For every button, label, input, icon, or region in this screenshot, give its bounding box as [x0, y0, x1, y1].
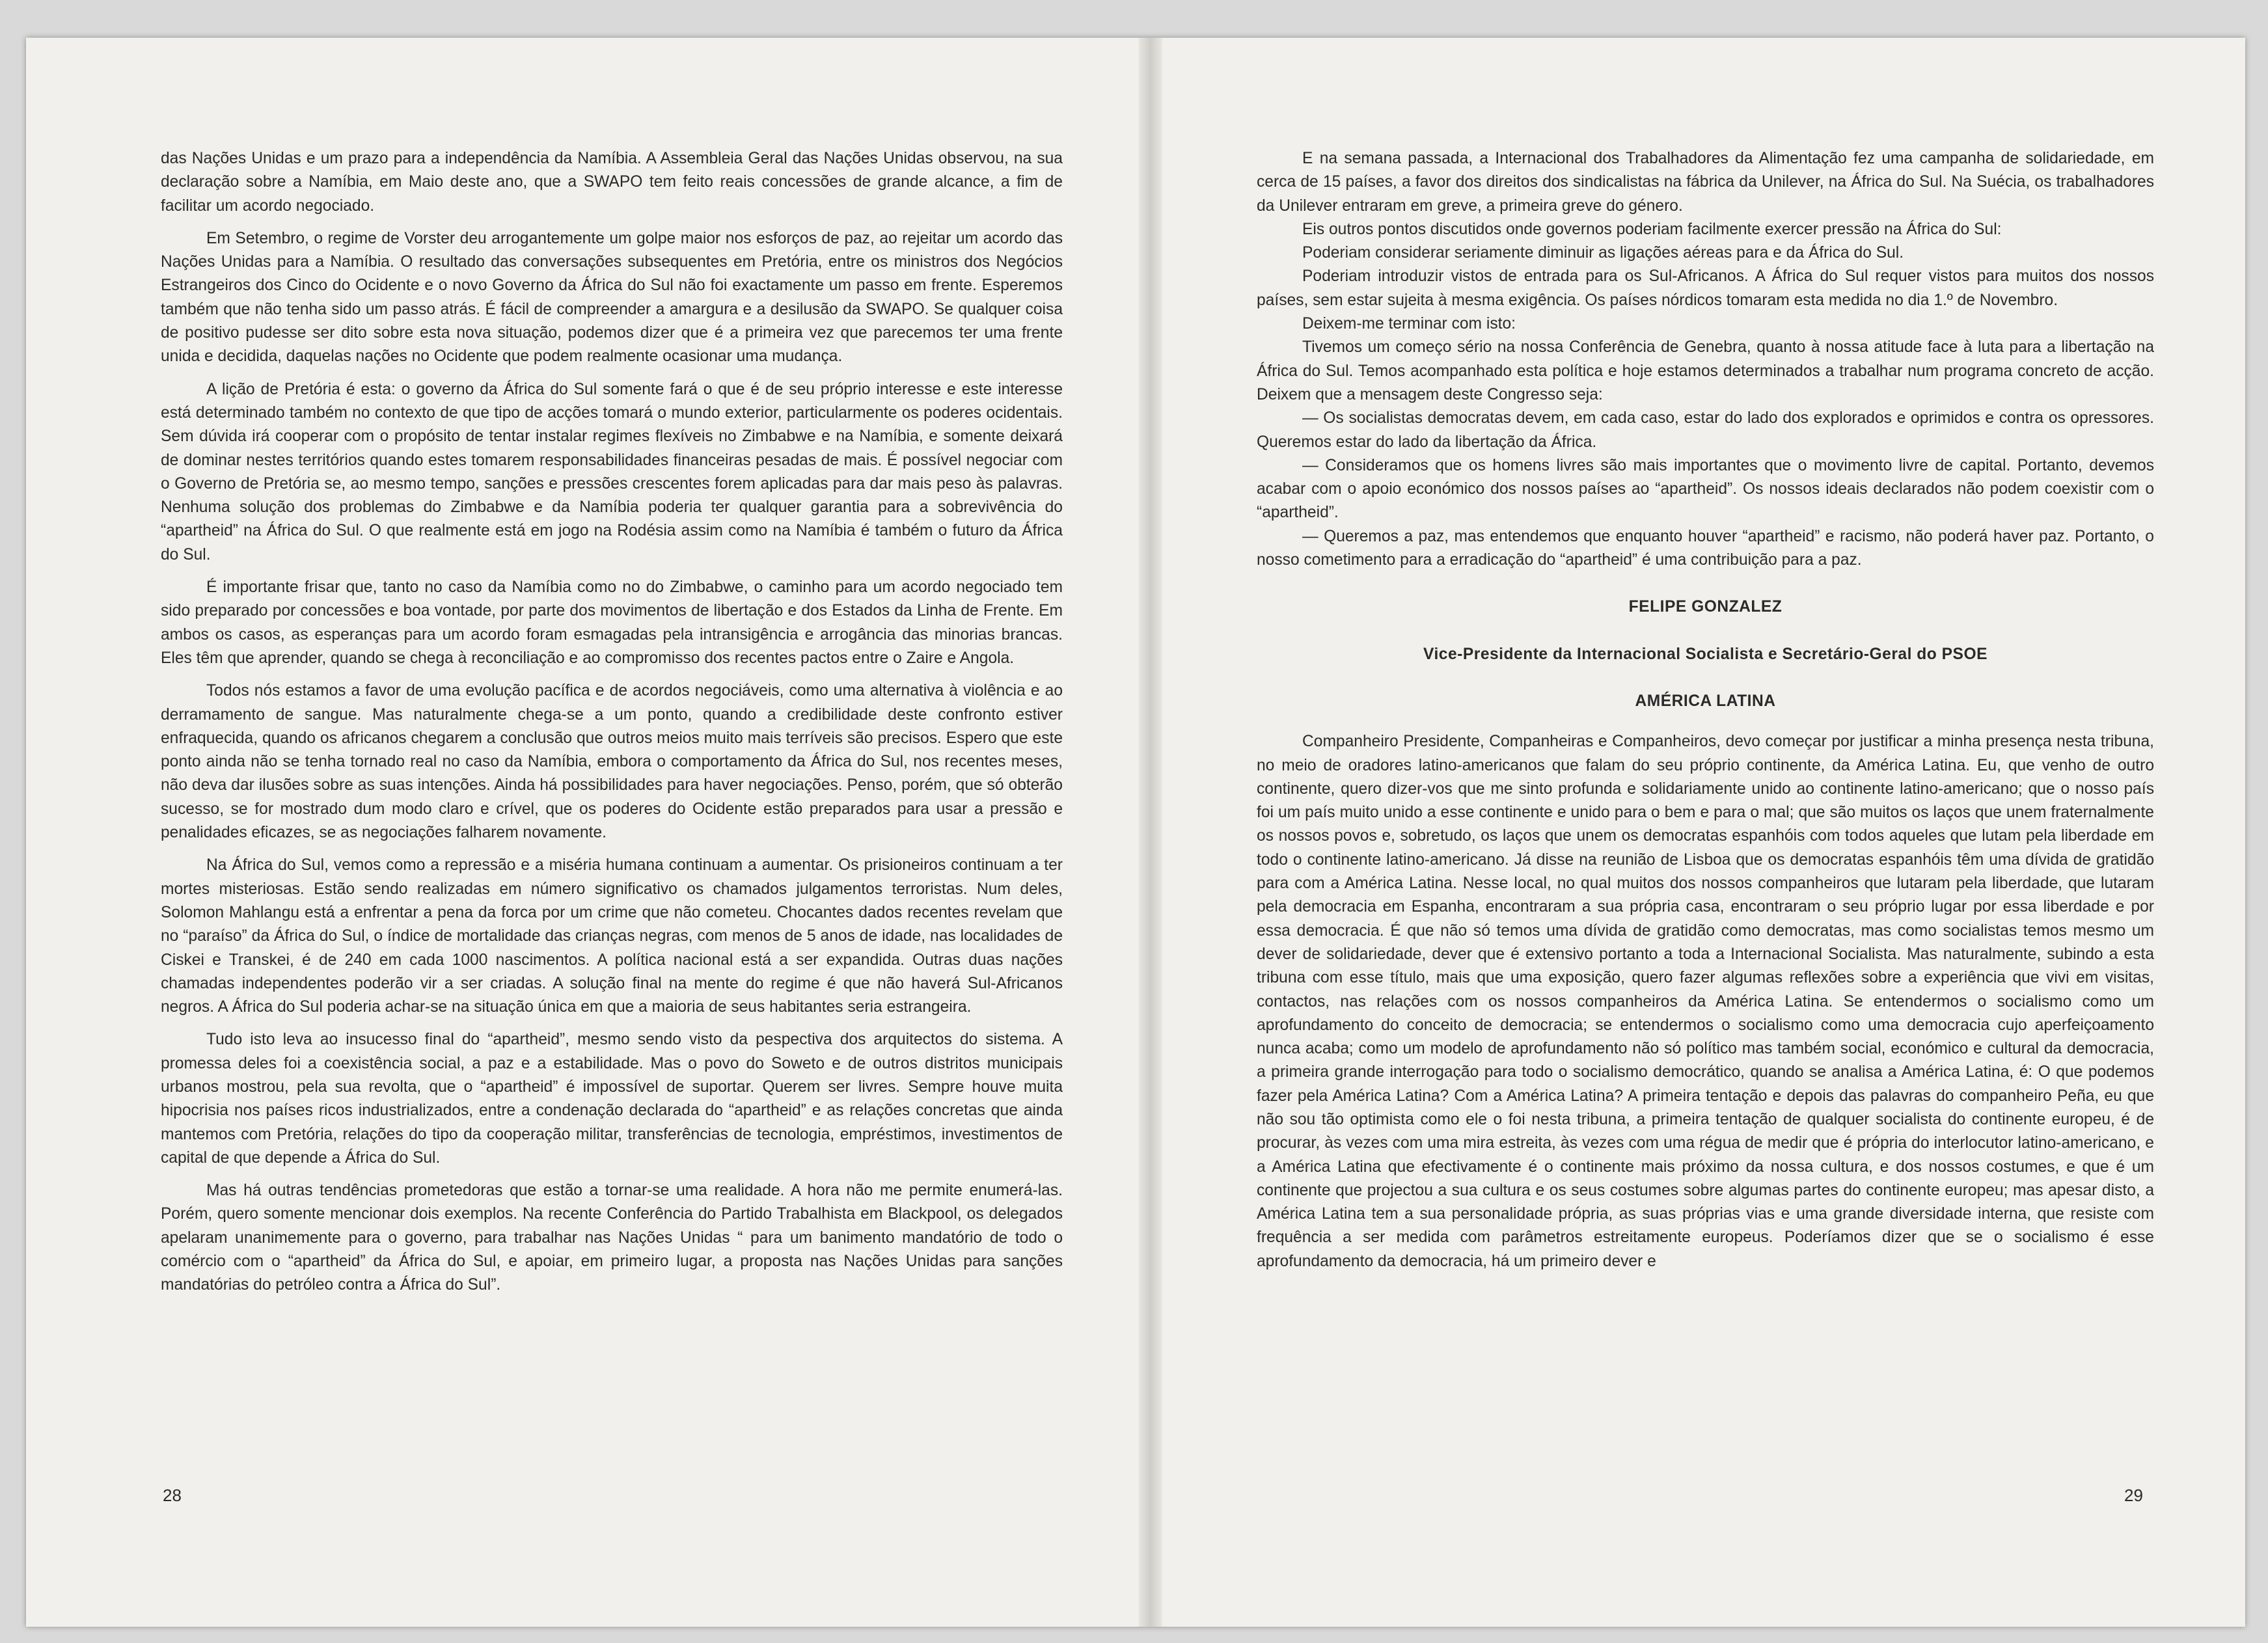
paragraph: Mas há outras tendências prometedoras que estão a tornar-se uma realidade. A hora não me permite enumerá-las. Porém, quero somente mencionar dois exemplos. Na recente Conferência do Partido Trabalhista em Blackpool, os delegados apelaram unanimemente para o governo, para trabalhar nas Nações Unidas “ para um banimento mandatório de todo o comércio com o “apartheid” da África do Sul, e apoiar, em primeiro lugar, a proposta nas Nações Unidas para sanções mandatórias do petróleo contra a África do Sul”.: [161, 1182, 1063, 1294]
paragraph: Poderiam introduzir vistos de entrada para os Sul-Africanos. A África do Sul requer vistos para muitos dos nossos países, sem estar sujeita à mesma exigência. Os países nórdicos tomaram esta medida no dia 1.º de Novembro.: [1257, 267, 2154, 309]
paragraph: Tudo isto leva ao insucesso final do “apartheid”, mesmo sendo visto da pespectiva dos arquitectos do sistema. A promessa deles foi a coexistência social, a paz e a estabilidade. Mas o povo do Soweto e de outros distritos municipais urbanos mostrou, pela sua revolta, que o “apartheid” é impossível de suportar. Querem ser livres. Sempre houve muita hipocrisia nos países ricos industrializados, entre a condenação declarada do “apartheid” e as relações concretas que ainda mantemos com Pretória, relações do tipo da cooperação militar, transferências de tecnologia, empréstimos, investimentos de capital de que depende a África do Sul.: [161, 1031, 1063, 1167]
paragraph: Deixem-me terminar com isto:: [1302, 315, 1516, 333]
paragraph: — Consideramos que os homens livres são mais importantes que o movimento livre de capital. Portanto, devemos acabar com o apoio económico dos nossos países ao “apartheid”. Os nossos ideais declarados não podem coexistir com o “apartheid”.: [1257, 456, 2154, 522]
left-page: [26, 38, 1139, 1627]
paragraph: Todos nós estamos a favor de uma evolução pacífica e de acordos negociáveis, como uma alternativa à violência e ao derramamento de sangue. Mas naturalmente chega-se a um ponto, quando a credibilidade deste confronto estiver enfraquecida, quando os africanos chegarem a conclusão que outros meios muito mais terríveis são precisos. Espero que este ponto ainda não se tenha tornado real no caso da Namíbia, embora o comportamento da África do Sul, nos recentes meses, não deva dar ilusões sobre as suas intenções. Ainda há possibilidades para haver negociações. Penso, porém, que só obterão sucesso, se for mostrado dum modo claro e crível, que os poderes do Ocidente estão preparados para usar a pressão e penalidades eficazes, se as negociações falharem novamente.: [161, 682, 1063, 842]
section-title: AMÉRICA LATINA: [1635, 692, 1776, 710]
speaker-title: Vice-Presidente da Internacional Socialista e Secretário-Geral do PSOE: [1423, 645, 1988, 663]
paragraph: das Nações Unidas e um prazo para a independência da Namíbia. A Assembleia Geral das Nações Unidas observou, na sua declaração sobre a Namíbia, em Maio deste ano, que a SWAPO tem feito reais concessões de grande alcance, a fim de facilitar um acordo negociado.: [161, 150, 1063, 215]
paragraph: A lição de Pretória é esta: o governo da África do Sul somente fará o que é de seu próprio interesse e este interesse está determinado também no contexto de que tipo de acções tomará o mundo exterior, particularmente os poderes ocidentais. Sem dúvida irá cooperar com o propósito de tentar instalar regimes flexíveis no Zimbabwe e na Namíbia, e somente deixará de dominar nestes territórios quando estes tomarem responsabilidades financeiras pesadas de mais. É possível negociar com o Governo de Pretória se, ao mesmo tempo, sanções e pressões crescentes forem aplicadas para dar mais peso às palavras. Nenhuma solução dos problemas do Zimbabwe e da Namíbia poderia ter qualquer garantia para a sobrevivência do “apartheid” na África do Sul. O que realmente está em jogo na Rodésia assim como na Namíbia é também o futuro da África do Sul.: [161, 380, 1063, 564]
paragraph: Poderiam considerar seriamente diminuir as ligações aéreas para e da África do Sul.: [1302, 244, 1904, 262]
speaker-name: FELIPE GONZALEZ: [1628, 598, 1783, 616]
book-spread: [26, 38, 2245, 1627]
book-gutter: [1139, 38, 1162, 1627]
paragraph: Em Setembro, o regime de Vorster deu arrogantemente um golpe maior nos esforços de paz, ao rejeitar um acordo das Nações Unidas para a Namíbia. O resultado das conversações subsequentes em Pretória, entre os ministros dos Negócios Estrangeiros dos Cinco do Ocidente e o novo Governo da África do Sul não foi exactamente um passo em frente. Esperemos também que não tenha sido um passo atrás. É fácil de compreender a amargura e a desilusão da SWAPO. Se qualquer coisa de positivo pudesse ser dito sobre esta nova situação, podemos dizer que é a primeira vez que parecemos ter uma frente unida e decidida, daquelas nações no Ocidente que podem realmente ocasionar uma mudança.: [161, 229, 1063, 366]
paragraph: Companheiro Presidente, Companheiras e Companheiros, devo começar por justificar a minha presença nesta tribuna, no meio de oradores latino-americanos que falam do seu próprio continente, da América Latina. Eu, que venho de outro continente, quero dizer-vos que me sinto profunda e solidariamente unido ao continente latino-americano; que o nosso país foi um país muito unido a esse continente e unido para o bem e para o mal; que são muitos os laços que unem fraternalmente os nossos povos e, sobretudo, os laços que unem os democratas espanhóis com todos aqueles que lutam pela liberdade em todo o continente latino-americano. Já disse na reunião de Lisboa que os democratas espanhóis têm uma dívida de gratidão para com a América Latina. Nesse local, no qual muitos dos nossos companheiros que lutaram pela liberdade, que lutaram pela democracia em Espanha, encontraram a sua própria casa, encontraram o seu próprio lugar por essa liberdade e por essa democracia. É que não só temos uma dívida de gratidão como democratas, mas como socialistas temos mesmo um dever de solidariedade, dever que é extensivo portanto a toda a Internacional Socialista. Mas naturalmente, subindo a esta tribuna com esse título, mais que uma exposição, quero fazer algumas reflexões sobre a experiência que vivi em visitas, contactos, nas relações com os nossos companheiros da América Latina. Se entendermos o socialismo como um aprofundamento do conceito de democracia; se entendermos o socialismo como uma democracia cujo aperfeiçoamento nunca acaba; como um modelo de aprofundamento não só político mas também social, económico e cultural da democracia, a primeira grande interrogação para todo o socialismo democrático, quando se analisa a América Latina, é: O que podemos fazer pela América Latina? Com a América Latina? A primeira tentação e depois das palavras do companheiro Peña, eu que não sou tão optimista como ele o foi nesta tribuna, a primeira tentação de qualquer socialista do continente europeu, é de procurar, às vezes com uma mira estreita, às vezes com uma régua de medir que é própria do interlocutor latino-americano, e a América Latina que efectivamente é o continente mais próximo da nossa cultura, e dos nossos costumes, e que é um continente que projectou a sua cultura e os seus costumes sobre algumas partes do continente europeu; mas apesar disto, a América Latina tem a sua personalidade própria, as suas próprias vias e uma grande diversidade interna, que resiste com frequência a ser medida com parâmetros estreitamente europeus. Poderíamos dizer que se o socialismo é esse aprofundamento da democracia, há um primeiro dever e: [1257, 733, 2154, 1270]
paragraph: Na África do Sul, vemos como a repressão e a miséria humana continuam a aumentar. Os prisioneiros continuam a ter mortes misteriosas. Estão sendo realizadas em número significativo os chamados julgamentos terroristas. Num deles, Solomon Mahlangu está a enfrentar a pena da forca por um crime que não cometeu. Chocantes dados recentes revelam que no “paraíso” da África do Sul, o índice de mortalidade das crianças negras, com menos de 5 anos de idade, nas localidades de Ciskei e Transkei, é de 240 em cada 1000 nascimentos. A política nacional está a ser expandida. Outras duas nações chamadas independentes poderão vir a ser criadas. A solução final na mente do regime é que não haverá Sul-Africanos negros. A África do Sul poderia achar-se na situação única em que a maioria de seus habitantes seria estrangeira.: [161, 856, 1063, 1016]
paragraph: — Queremos a paz, mas entendemos que enquanto houver “apartheid” e racismo, não poderá haver paz. Portanto, o nosso cometimento para a erradicação do “apartheid” é uma contribuição para a paz.: [1257, 527, 2154, 569]
paragraph: É importante frisar que, tanto no caso da Namíbia como no do Zimbabwe, o caminho para um acordo negociado tem sido preparado por concessões e boa vontade, por parte dos movimentos de libertação e dos Estados da Linha de Frente. Em ambos os casos, as esperanças para um acordo foram esmagadas pela intransigência e arrogância das minorias brancas. Eles têm que aprender, quando se chega à reconciliação e ao compromisso dos recentes pactos entre o Zaire e Angola.: [161, 578, 1063, 667]
page-number-left: 28: [163, 1486, 182, 1505]
right-page-body: [1257, 147, 2154, 1283]
left-page-body: [161, 147, 1063, 1307]
paragraph: — Os socialistas democratas devem, em cada caso, estar do lado dos explorados e oprimidos e contra os opressores. Queremos estar do lado da libertação da África.: [1257, 409, 2154, 451]
paragraph: E na semana passada, a Internacional dos Trabalhadores da Alimentação fez uma campanha de solidariedade, em cerca de 15 países, a favor dos direitos dos sindicalistas na fábrica da Unilever, na África do Sul. Na Suécia, os trabalhadores da Unilever entraram em greve, a primeira greve do género.: [1257, 150, 2154, 215]
page-number-right: 29: [2124, 1486, 2143, 1505]
paragraph: Eis outros pontos discutidos onde governos poderiam facilmente exercer pressão na África do Sul:: [1302, 220, 2002, 238]
paragraph: Tivemos um começo sério na nossa Conferência de Genebra, quanto à nossa atitude face à luta para a libertação na África do Sul. Temos acompanhado esta política e hoje estamos determinados a trabalhar num programa concreto de acção. Deixem que a mensagem deste Congresso seja:: [1257, 338, 2154, 403]
right-page: [1162, 38, 2245, 1627]
